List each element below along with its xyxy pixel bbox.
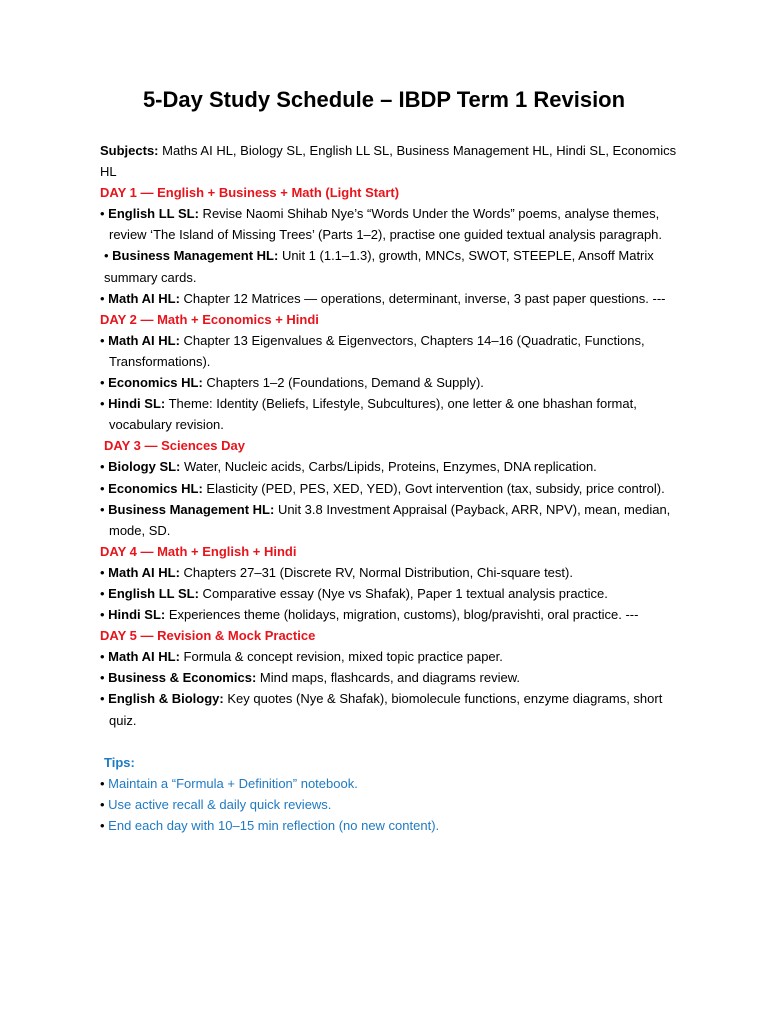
page-title: 5-Day Study Schedule – IBDP Term 1 Revision [142, 87, 626, 112]
item-label: Math AI HL: [108, 649, 180, 665]
tip-text: Use active recall & daily quick reviews. [108, 796, 332, 812]
item-label: Math AI HL: [108, 564, 180, 580]
tip-text: End each day with 10–15 min reflection (no new content). [108, 817, 440, 833]
item-text: Chapter 13 Eigenvalues & Eigenvectors, Chapters 14–16 (Quadratic, Functions, Transformations). [109, 332, 645, 369]
item-label: Hindi SL: [108, 396, 166, 412]
item-label: Hindi SL: [108, 607, 166, 623]
day-3-heading: DAY 3 — Sciences Day [104, 438, 245, 454]
item-text: Chapters 1–2 (Foundations, Demand & Supply). [202, 375, 484, 391]
item-text: Chapters 27–31 (Discrete RV, Normal Distribution, Chi-square test). [179, 564, 573, 580]
day-3-item-3: • Business Management HL: Unit 3.8 Investment Appraisal (Payback, ARR, NPV), mean, median, mode, SD. [100, 501, 671, 538]
item-label: Math AI HL: [108, 332, 180, 348]
day-1-heading: DAY 1 — English + Business + Math (Light Start) [100, 185, 400, 201]
item-text: Unit 1 (1.1–1.3), growth, MNCs, SWOT, STEEPLE, Ansoff Matrix summary cards. [104, 248, 654, 285]
tip-text: Maintain a “Formula + Definition” notebook. [108, 775, 358, 791]
day-2-item-2: • Economics HL: Chapters 1–2 (Foundations, Demand & Supply). [100, 375, 484, 391]
item-text: Mind maps, flashcards, and diagrams review. [256, 670, 521, 686]
item-text: Formula & concept revision, mixed topic practice paper. [179, 649, 503, 665]
day-4-item-2: • English LL SL: Comparative essay (Nye vs Shafak), Paper 1 textual analysis practice. [100, 585, 608, 601]
day-1-item-2: • Business Management HL: Unit 1 (1.1–1.3), growth, MNCs, SWOT, STEEPLE, Ansoff Matrix summary cards. [104, 248, 654, 285]
item-label: English LL SL: [108, 206, 199, 222]
bullet-dot: • [100, 796, 109, 812]
subjects-label: Subjects: [100, 143, 159, 158]
tip-item [100, 773, 680, 794]
day-3-item-2: • Economics HL: Elasticity (PED, PES, XED, YED), Govt intervention (tax, subsidy, price control). [100, 480, 665, 496]
item-text: Theme: Identity (Beliefs, Lifestyle, Subcultures), one letter & one bhashan format, vocabulary revision. [109, 396, 637, 433]
day-2-heading: DAY 2 — Math + Economics + Hindi [100, 311, 319, 327]
day-2-item-1: • Math AI HL: Chapter 13 Eigenvalues & Eigenvectors, Chapters 14–16 (Quadratic, Functions, Transformations). [100, 332, 645, 369]
item-label: Economics HL: [108, 480, 203, 496]
day-4-item-3: • Hindi SL: Experiences theme (holidays, migration, customs), blog/pravishti, oral practice. --- [100, 607, 639, 623]
item-label: Economics HL: [108, 375, 203, 391]
document-body [100, 140, 680, 836]
bullet-dot: • [100, 817, 109, 833]
day-5-item-3: • English & Biology: Key quotes (Nye & Shafak), biomolecule functions, enzyme diagrams, short quiz. [100, 691, 663, 728]
item-label: Biology SL: [108, 459, 181, 475]
item-text: Water, Nucleic acids, Carbs/Lipids, Proteins, Enzymes, DNA replication. [180, 459, 597, 475]
subjects-text: Maths AI HL, Biology SL, English LL SL, Business Management HL, Hindi SL, Economics HL [100, 143, 677, 180]
tips-heading: Tips: [104, 754, 135, 770]
item-text: Chapter 12 Matrices — operations, determinant, inverse, 3 past paper questions. --- [179, 290, 666, 306]
item-text: Revise Naomi Shihab Nye’s “Words Under the Words” poems, analyse themes, review ‘The Island of Missing Trees’ (Parts 1–2), practise one guided textual analysis paragraph. [109, 206, 663, 243]
item-text: Comparative essay (Nye vs Shafak), Paper 1 textual analysis practice. [198, 585, 608, 601]
day-2-item-3: • Hindi SL: Theme: Identity (Beliefs, Lifestyle, Subcultures), one letter & one bhashan format, vocabulary revision. [100, 396, 637, 433]
day-5-item-2: • Business & Economics: Mind maps, flashcards, and diagrams review. [100, 670, 521, 686]
tip-item [100, 794, 680, 815]
day-1-item-1: • English LL SL: Revise Naomi Shihab Nye’s “Words Under the Words” poems, analyse themes, review ‘The Island of Missing Trees’ (Parts 1–2), practise one guided textual analysis paragraph. [100, 206, 663, 243]
day-4-item-1: • Math AI HL: Chapters 27–31 (Discrete RV, Normal Distribution, Chi-square test). [100, 564, 573, 580]
item-text: Key quotes (Nye & Shafak), biomolecule functions, enzyme diagrams, short quiz. [109, 691, 663, 728]
item-label: Business & Economics: [108, 670, 257, 686]
day-4-heading: DAY 4 — Math + English + Hindi [100, 543, 297, 559]
day-1-item-3: • Math AI HL: Chapter 12 Matrices — operations, determinant, inverse, 3 past paper questions. --- [100, 290, 666, 306]
subjects-line [100, 140, 680, 182]
item-text: Unit 3.8 Investment Appraisal (Payback, ARR, NPV), mean, median, mode, SD. [109, 501, 671, 538]
item-label: English LL SL: [108, 585, 199, 601]
day-5-item-1: • Math AI HL: Formula & concept revision, mixed topic practice paper. [100, 649, 503, 665]
item-label: Math AI HL: [108, 290, 180, 306]
item-label: English & Biology: [108, 691, 224, 707]
item-label: Business Management HL: [112, 248, 279, 264]
item-text: Elasticity (PED, PES, XED, YED), Govt intervention (tax, subsidy, price control). [202, 480, 665, 496]
day-3-item-1: • Biology SL: Water, Nucleic acids, Carbs/Lipids, Proteins, Enzymes, DNA replication. [100, 459, 597, 475]
item-label: Business Management HL: [108, 501, 275, 517]
bullet-dot: • [100, 775, 109, 791]
item-text: Experiences theme (holidays, migration, customs), blog/pravishti, oral practice. --- [165, 607, 639, 623]
day-5-heading: DAY 5 — Revision & Mock Practice [100, 628, 316, 644]
tip-item [100, 815, 680, 836]
